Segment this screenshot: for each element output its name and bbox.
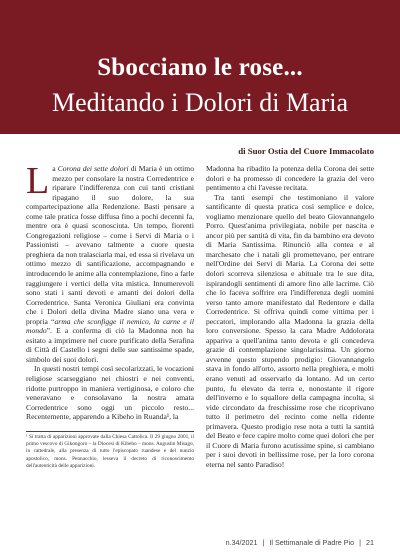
author-byline: di Suor Ostia del Cuore Immacolato (238, 146, 374, 156)
paragraph-text: a (52, 164, 58, 173)
footnote: ¹ Si tratta di apparizioni approvate dalla Chiesa Cattolica. Il 29 giugno 2001, il primo vescovo di Gikongoro – la Diocesi di Kibeho – mons. Augustin Misago, in cattedrale, alla presenza di tutto l'episcopato ruandese e del nunzio apostolico, mons. Pennacchio, lesseva il decreto di riconoscimento dell'autenticità delle apparizioni. (26, 434, 194, 469)
page-number: 21 (366, 537, 374, 547)
page-footer (0, 535, 400, 549)
paragraph: In questi nostri tempi così secolarizzati, le vocazioni religiose scarseggiano nei chiostri e nei conventi, ridotte purtroppo in maniera vertiginosa, e coloro che veneravano e consolavano la nostra amata Corredentrice sono oggi un piccolo resto... Recentemente, apparendo a Kibeho in Ruanda¹, la (26, 364, 194, 422)
paragraph-text: di Maria è un ottimo mezzo per consolare la nostra Corredentrice e riparare l'indifferenza con cui tanti cristiani ripagano il suo dolore, la sua compartecipazione alla Redenzione. Basti pensare a come tale pratica fosse diffusa fino a pochi decenni fa, mentre ora è quasi sconosciuta. Un tempo, fiorenti Congregazioni religiose – come i Servi di Maria o i Passionisti – avevano talmente a cuore questa preghiera da non tralasciarla mai, ed essa si rivelava un ottimo mezzo di santificazione, accompagnando e introducendo le anime alla contemplazione, fino a farle raggiungere i vertici della vita mistica. Innumerevoli sono stati i santi devoti e amanti dei dolori della Corredentrice. Santa Veronica Giuliani era convinta che i Dolori della divina Madre siano una vera e propria “ (26, 164, 194, 326)
footer-separator: | (262, 537, 265, 547)
publication-name: Il Settimanale di Padre Pio (269, 537, 355, 547)
footer-separator: | (359, 537, 361, 547)
italic-title: Corona dei sette dolori (57, 164, 129, 173)
left-column (26, 160, 194, 422)
paragraph-text: ”. E a conferma di ciò la Madonna non ha esitato a imprimere nel cuore purificato della Serafina di Città di Castello i segni delle sue santissime spade, simbolo dei suoi dolori. (26, 326, 194, 364)
article-title: Sbocciano le rose... (97, 54, 303, 81)
footnote-divider (26, 431, 194, 432)
paragraph: Tra tanti esempi che testimoniano il valore santificante di questa pratica così semplice e dolce, vogliamo menzionare quello del beato Giovannangelo Porro. Quest'anima privilegiata, nobile per nascita e ancor più per santità di vita, fin da bambino era devoto di Maria Santissima. Rinunciò alla contea e al marchesato che i natali gli promettevano, per entrare nell'Ordine dei Servi di Maria. La Corona dei sette dolori scorreva silenziosa e abituale tra le sue dita, ispirandogli sentimenti di amore fino alle lacrime. Ciò che lo faceva soffrire era l'indifferenza degli uomini verso tanto amore manifestato dal Redentore e dalla Corredentrice. Si offriva quindi come vittima per i peccatori, implorando alla Madonna la grazia della loro conversione. Spesso la cara Madre Addolorata appariva a quell'anima tanto devota e gli concedeva grazie di contemplazione singolarissima. Un giorno avvenne questo stupendo prodigio: Giovannangelo stava in fondo all'orto, assorto nella preghiera, e molti erano venuti ad osservarlo da lontano. Ad un certo punto, fu elevato da terra e, nonostante il rigore dell'inverno e lo squallore della campagna incolta, si vide circondato da freschissime rose che ricoprivano tutto il perimetro del recinto come nella ridente primavera. Questo prodigio rese nota a tutti la santità del Beato e fece capire molto come quei dolori che per il Cuore di Maria furono acutissime spine, si cambiano per i suoi devoti in bellissime rose, per la loro corona eterna nel santo Paradiso! (206, 192, 374, 469)
paragraph: Madonna ha ribadito la potenza della Corona dei sette dolori e ha promesso di concedere la grazia del vero pentimento a chi l'avesse recitata. (206, 164, 374, 193)
paragraph (26, 160, 194, 364)
title-banner (0, 0, 400, 134)
italic-quote: arma che sconfigge il nemico, la carne e il mondo (26, 316, 194, 336)
right-column (206, 164, 374, 470)
issue-number: n.34/2021 (225, 537, 258, 547)
drop-cap: L (26, 160, 50, 202)
article-subtitle: Meditando i Dolori di Maria (51, 88, 349, 117)
